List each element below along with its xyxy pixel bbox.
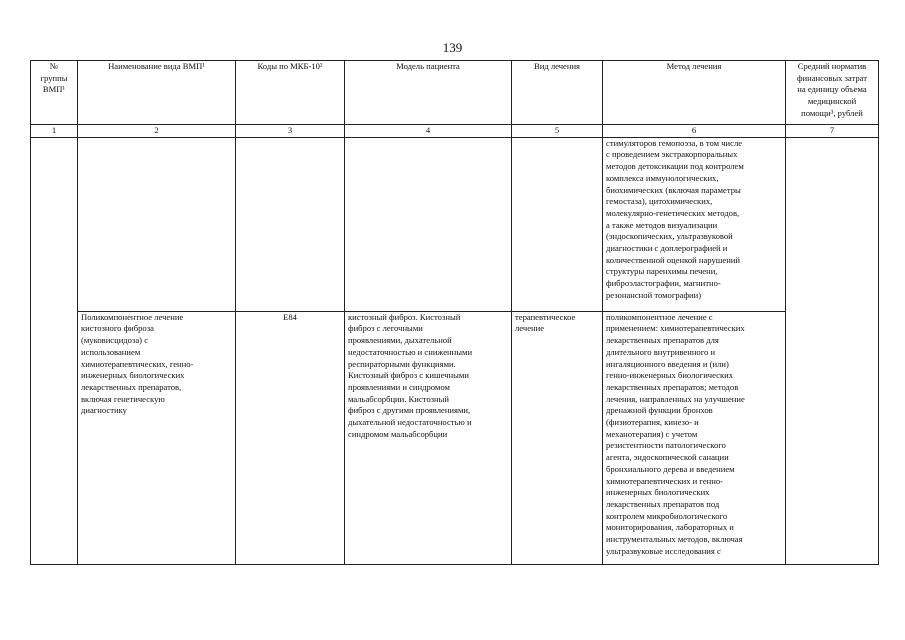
column-number: 5	[512, 125, 603, 138]
cell-vmp-name: Поликомпонентное лечение кистозного фиброза (муковисцидоза) с использованием химиотерапевтических, генно- инженерных биологических лекарственных препаратов, включая генетическую диагностику	[78, 311, 236, 564]
header-group-number: № группы ВМП¹	[31, 61, 78, 125]
vmp-table	[30, 60, 879, 565]
header-treatment-type: Вид лечения	[512, 61, 603, 125]
column-number: 2	[78, 125, 236, 138]
header-treatment-method: Метод лечения	[603, 61, 786, 125]
header-vmp-name: Наименование вида ВМП¹	[78, 61, 236, 125]
column-number: 7	[786, 125, 879, 138]
header-cost-norm: Средний норматив финансовых затрат на единицу объема медицинской помощи³, рублей	[786, 61, 879, 125]
page-number: 139	[442, 40, 463, 55]
cell-patient-model: кистозный фиброз. Кистозный фиброз с легочными проявлениями, дыхательной недостаточностью и сниженными респираторными функциями. Кистозный фиброз с кишечными проявлениями и синдромом мальабсорбции. Кистозный фиброз с другими проявлениями, дыхательной недостаточностью и синдромом мальабсорбции	[345, 311, 512, 564]
header-icd-codes: Коды по МКБ-10²	[236, 61, 345, 125]
column-number: 4	[345, 125, 512, 138]
column-number: 3	[236, 125, 345, 138]
cell-patient-model	[345, 137, 512, 311]
header-row	[31, 61, 879, 125]
cell-icd-code	[236, 137, 345, 311]
table-row	[31, 311, 879, 564]
column-number: 6	[603, 125, 786, 138]
cell-treatment-method: поликомпонентное лечение с применением: химиотерапевтических лекарственных препаратов для длительного внутривенного и ингаляционного введения и (или) генно-инженерных биологических лекарственных препаратов; методов лечения, направленных на улучшение дренажной функции бронхов (физиотерапия, кинезо- и механотерапия) с учетом резистентности патологического агента, эндоскопической санации бронхиального дерева и введением химиотерапевтических и генно- инженерных биологических лекарственных препаратов под контролем микробиологического мониторирования, лабораторных и инструментальных методов, включая ультразвуковые исследования с	[603, 311, 786, 564]
header-patient-model: Модель пациента	[345, 61, 512, 125]
cell-treatment-type	[512, 137, 603, 311]
column-number-row	[31, 125, 879, 138]
cell-icd-code: E84	[236, 311, 345, 564]
cell-treatment-type: терапевтическое лечение	[512, 311, 603, 564]
cell-treatment-method: стимуляторов гемопоэза, в том числе с проведением экстракорпоральных методов детоксикации под контролем комплекса иммунологических, биохимических (включая параметры гемостаза), цитохимических, молекулярно-генетических методов, а также методов визуализации (эндоскопических, ультразвуковой диагностики с доплерографией и количественной оценкой нарушений структуры паренхимы печени, фиброэластографии, магнитно- резонансной томографии)	[603, 137, 786, 311]
cell-group-number	[31, 137, 78, 564]
table-row-continuation	[31, 137, 879, 311]
cell-cost-norm	[786, 137, 879, 564]
column-number: 1	[31, 125, 78, 138]
cell-vmp-name	[78, 137, 236, 311]
